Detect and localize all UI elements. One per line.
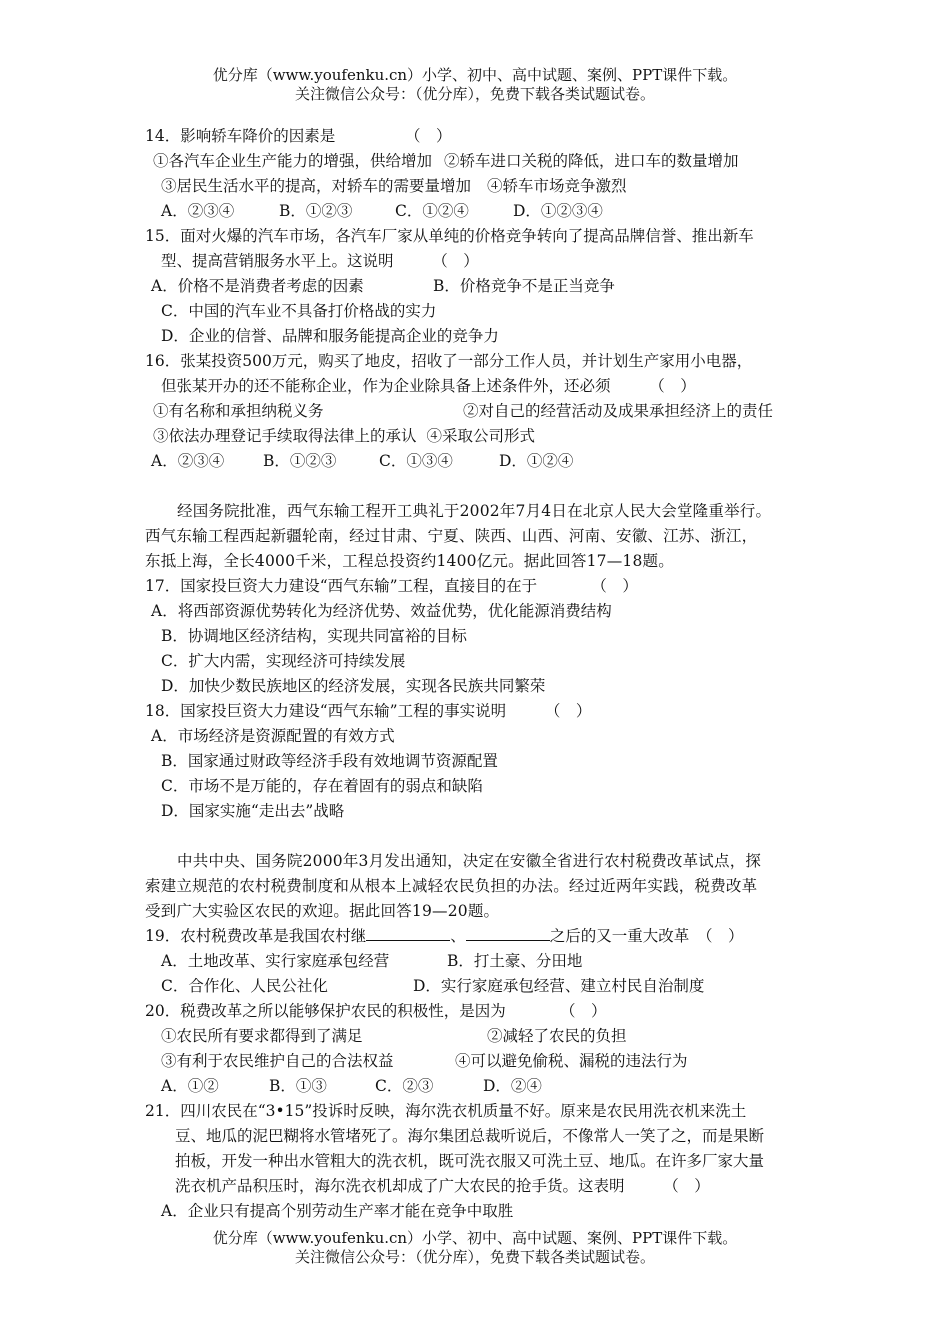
q17-stem: 17．国家投巨资大力建设“西气东输”工程，直接目的在于 （ ） [145, 577, 638, 595]
q15-stem-line-1: 15．面对火爆的汽车市场，各汽车厂家从单纯的价格竞争转向了提高品牌信誉、推出新车 [145, 227, 754, 245]
q19-blank-2 [466, 926, 550, 941]
q20-option-d: D．②④ [483, 1077, 542, 1095]
q16-options [145, 449, 825, 474]
q14-stem: 14．影响轿车降价的因素是 （ ） [145, 127, 452, 145]
q16-statement-1: ①有名称和承担纳税义务 [153, 402, 324, 420]
q16-stem-line-1: 16．张某投资500万元，购买了地皮，招收了一部分工作人员，并计划生产家用小电器， [145, 352, 753, 370]
q20-statement-2: ②减轻了农民的负担 [487, 1027, 627, 1045]
page-footer [0, 1229, 950, 1267]
q16-statements-row-1 [145, 399, 825, 424]
passage-1-line-2: 西气东输工程西起新疆轮南，经过甘肃、宁夏、陕西、山西、河南、安徽、江苏、浙江， [145, 527, 758, 545]
q16-option-c: C．①③④ [379, 452, 453, 470]
passage-1-line-1: 经国务院批准，西气东输工程开工典礼于2002年7月4日在北京人民大会堂隆重举行。 [177, 502, 772, 520]
q19-option-a: A．土地改革、实行家庭承包经营 [161, 952, 390, 970]
q19-stem-separator: 、 [450, 927, 466, 945]
q20-option-b: B．①③ [269, 1077, 327, 1095]
q14-statement-2: ②轿车进口关税的降低，进口车的数量增加 [444, 152, 739, 170]
q21-stem-line-1: 21．四川农民在“3•15”投诉时反映，海尔洗衣机质量不好。原来是农民用洗衣机来洗土 [145, 1102, 747, 1120]
q16-stem-line-2: 但张某开办的还不能称企业，作为企业除具备上述条件外，还必须 （ ） [161, 377, 696, 395]
q19-options-row-1 [145, 949, 825, 974]
passage-1-line-3: 东抵上海，全长4000千米，工程总投资约1400亿元。据此回答17—18题。 [145, 552, 674, 570]
q19-option-c: C．合作化、人民公社化 [161, 977, 328, 995]
q20-option-c: C．②③ [375, 1077, 434, 1095]
q17-option-d: D．加快少数民族地区的经济发展，实现各民族共同繁荣 [161, 677, 546, 695]
q14-statement-3: ③居民生活水平的提高，对轿车的需要量增加 [161, 177, 472, 195]
q18-option-a: A．市场经济是资源配置的有效方式 [151, 727, 395, 745]
q14-option-c: C．①②④ [395, 202, 469, 220]
footer-line-1: 优分库（www.youfenku.cn）小学、初中、高中试题、案例、PPT课件下载。 [212, 1229, 738, 1247]
q17-option-c: C．扩大内需，实现经济可持续发展 [161, 652, 406, 670]
q15-stem-line-2: 型、提高营销服务水平上。这说明 （ ） [161, 252, 479, 270]
spacer [145, 474, 825, 499]
q19-stem-part-2: 之后的又一重大改革 （ ） [549, 927, 744, 945]
q21-stem-line-2: 豆、地瓜的泥巴糊将水管堵死了。海尔集团总裁听说后，不像常人一笑了之，而是果断 [175, 1127, 765, 1145]
passage-2-line-2: 索建立规范的农村税费制度和从根本上减轻农民负担的办法。经过近两年实践，税费改革 [145, 877, 758, 895]
q16-statement-2: ②对自己的经营活动及成果承担经济上的责任 [463, 402, 774, 420]
spacer [145, 824, 825, 849]
q19-option-d: D．实行家庭承包经营、建立村民自治制度 [413, 977, 705, 995]
q18-option-b: B．国家通过财政等经济手段有效地调节资源配置 [161, 752, 498, 770]
q20-statements-row-1 [145, 1024, 825, 1049]
q20-statements-row-2 [145, 1049, 825, 1074]
header-line-2: 关注微信公众号：（优分库），免费下载各类试题试卷。 [294, 85, 655, 103]
q14-statement-1: ①各汽车企业生产能力的增强，供给增加 [153, 152, 433, 170]
q21-stem-line-4: 洗衣机产品积压时，海尔洗衣机却成了广大农民的抢手货。这表明 （ ） [175, 1177, 710, 1195]
q16-statement-3: ③依法办理登记手续取得法律上的承认 [153, 427, 417, 445]
q19-stem [145, 924, 825, 949]
q20-statement-3: ③有利于农民维护自己的合法权益 [161, 1052, 394, 1070]
q21-stem-line-3: 拍板，开发一种出水管粗大的洗衣机，既可洗衣服又可洗土豆、地瓜。在许多厂家大量 [175, 1152, 765, 1170]
exam-content [145, 124, 825, 1224]
q18-option-c: C．市场不是万能的，存在着固有的弱点和缺陷 [161, 777, 483, 795]
q14-option-a: A．②③④ [161, 202, 235, 220]
q14-options [145, 199, 825, 224]
q14-option-b: B．①②③ [279, 202, 353, 220]
q16-option-b: B．①②③ [263, 452, 337, 470]
q15-options-row-1 [145, 274, 825, 299]
q16-statement-4: ④采取公司形式 [426, 427, 536, 445]
q20-stem: 20．税费改革之所以能够保护农民的积极性，是因为 （ ） [145, 1002, 607, 1020]
q20-statement-4: ④可以避免偷税、漏税的违法行为 [455, 1052, 688, 1070]
q16-statements-row-2 [145, 424, 825, 449]
q16-option-d: D．①②④ [499, 452, 574, 470]
q15-option-a: A．价格不是消费者考虑的因素 [151, 277, 364, 295]
q14-statement-4: ④轿车市场竞争激烈 [487, 177, 627, 195]
header-line-1: 优分库（www.youfenku.cn）小学、初中、高中试题、案例、PPT课件下载。 [212, 66, 738, 84]
q16-option-a: A．②③④ [151, 452, 225, 470]
q20-options [145, 1074, 825, 1099]
q15-option-d: D．企业的信誉、品牌和服务能提高企业的竞争力 [161, 327, 499, 345]
q14-statements-row-2 [145, 174, 825, 199]
page-header [0, 66, 950, 104]
q17-option-b: B．协调地区经济结构，实现共同富裕的目标 [161, 627, 467, 645]
passage-2-line-3: 受到广大实验区农民的欢迎。据此回答19—20题。 [145, 902, 500, 920]
q19-stem-part-1: 19．农村税费改革是我国农村继 [145, 927, 367, 945]
q15-option-b: B．价格竞争不是正当竞争 [433, 277, 615, 295]
q17-option-a: A．将西部资源优势转化为经济优势、效益优势，优化能源消费结构 [151, 602, 612, 620]
q19-blank-1 [366, 926, 450, 941]
q19-option-b: B．打土豪、分田地 [447, 952, 583, 970]
footer-line-2: 关注微信公众号：（优分库），免费下载各类试题试卷。 [294, 1248, 655, 1266]
q15-option-c: C．中国的汽车业不具备打价格战的实力 [161, 302, 437, 320]
q18-option-d: D．国家实施“走出去”战略 [161, 802, 345, 820]
q19-options-row-2 [145, 974, 825, 999]
q21-option-a: A．企业只有提高个别劳动生产率才能在竞争中取胜 [161, 1202, 514, 1220]
q20-option-a: A．①② [161, 1077, 219, 1095]
passage-2-line-1: 中共中央、国务院2000年3月发出通知，决定在安徽全省进行农村税费改革试点，探 [177, 852, 762, 870]
q14-option-d: D．①②③④ [513, 202, 603, 220]
q14-statements-row-1 [145, 149, 825, 174]
q20-statement-1: ①农民所有要求都得到了满足 [161, 1027, 363, 1045]
q18-stem: 18．国家投巨资大力建设“西气东输”工程的事实说明 （ ） [145, 702, 592, 720]
